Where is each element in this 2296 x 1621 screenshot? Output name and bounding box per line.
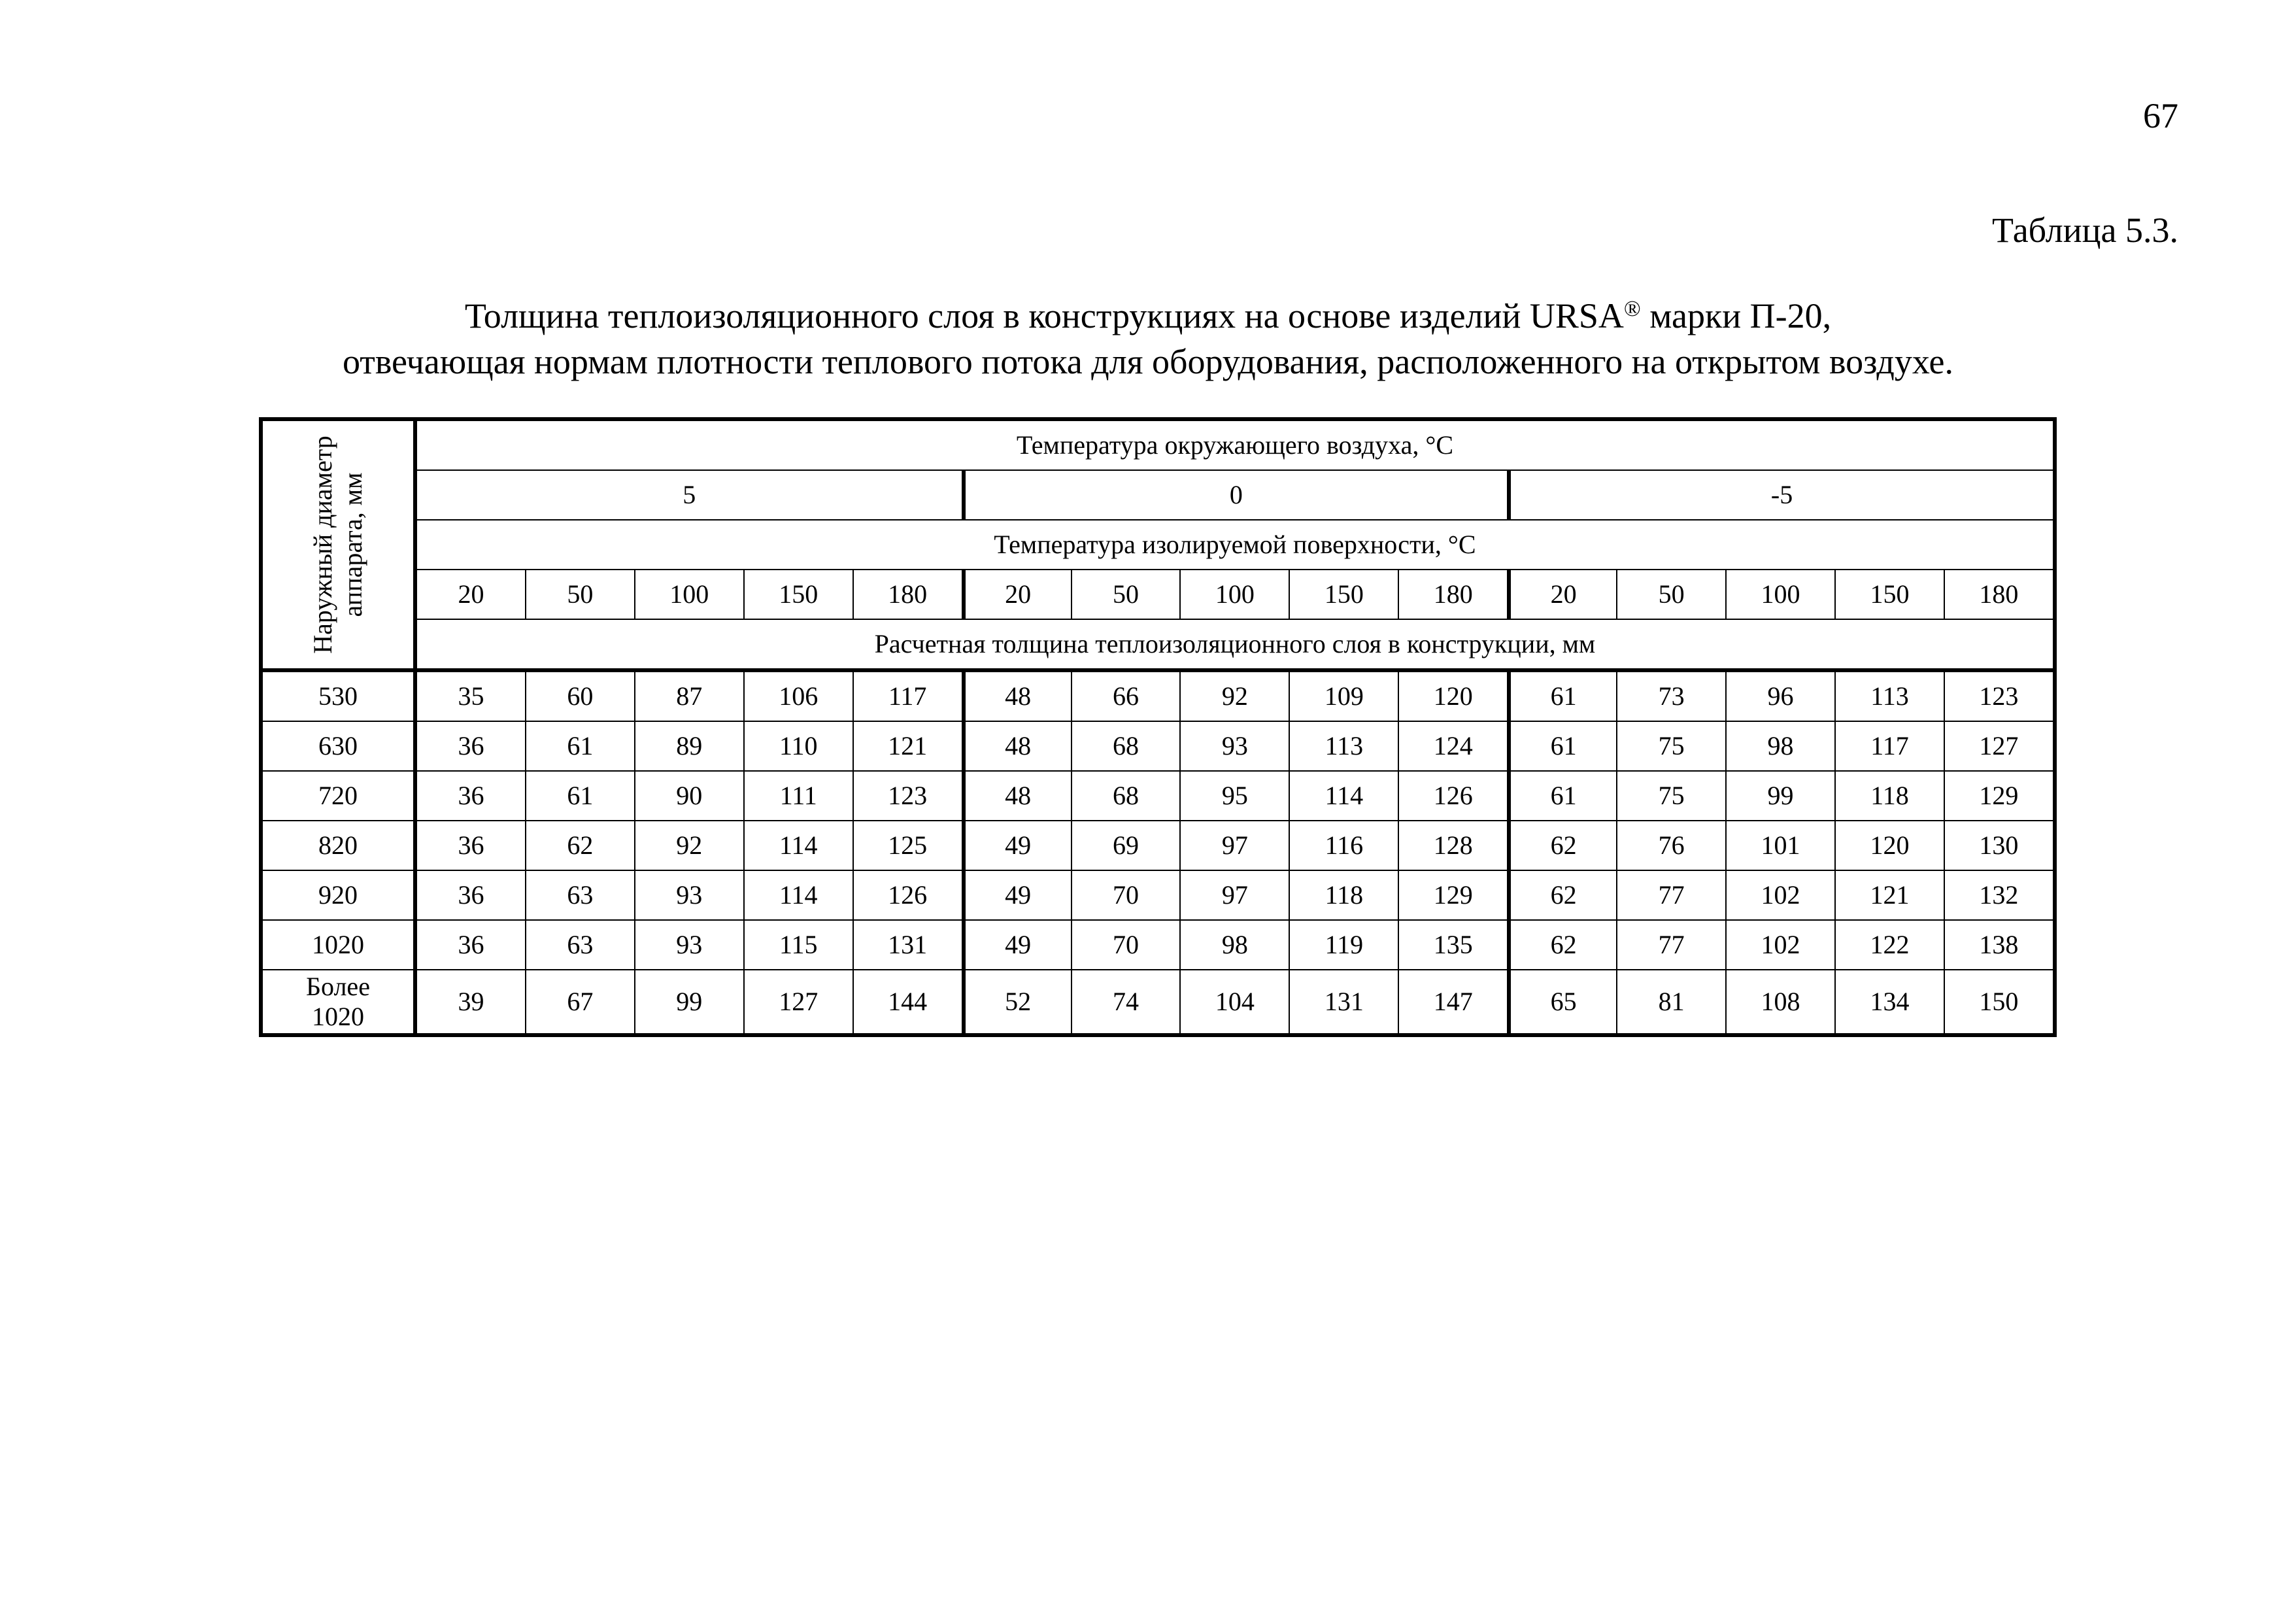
thickness-cell: 117 [853, 672, 962, 721]
thickness-cell: 120 [1398, 672, 1508, 721]
thickness-cell: 114 [744, 821, 853, 870]
thickness-cell: 60 [526, 672, 635, 721]
thickness-cell: 61 [526, 721, 635, 771]
thickness-cell: 120 [1835, 821, 1944, 870]
thickness-cell: 70 [1072, 920, 1181, 970]
thickness-cell: 62 [526, 821, 635, 870]
insulation-thickness-table [259, 417, 2057, 1037]
title-line-1-tail: марки П-20, [1640, 296, 1832, 335]
title-line-2: отвечающая нормам плотности теплового потока для оборудования, расположенного на открытом воздухе. [342, 342, 1954, 381]
diameter-cell-line-2: 1020 [312, 1002, 364, 1031]
thickness-cell: 97 [1180, 870, 1289, 920]
thickness-cell: 49 [962, 821, 1072, 870]
thickness-cell: 99 [635, 970, 744, 1034]
thickness-cell: 111 [744, 771, 853, 821]
thickness-cell: 48 [962, 721, 1072, 771]
thickness-cell: 75 [1617, 771, 1726, 821]
thickness-cell: 36 [416, 821, 526, 870]
ambient-value-5: 5 [416, 470, 962, 520]
table-row [262, 870, 2053, 920]
thickness-cell: 122 [1835, 920, 1944, 970]
thickness-cell: 127 [1944, 721, 2053, 771]
thickness-cell: 62 [1508, 870, 1617, 920]
thickness-cell: 68 [1072, 721, 1181, 771]
thickness-cell: 92 [1180, 672, 1289, 721]
thickness-cell: 118 [1289, 870, 1398, 920]
thickness-cell: 69 [1072, 821, 1181, 870]
surface-temperature-value: 150 [1289, 570, 1398, 619]
thickness-cell: 49 [962, 920, 1072, 970]
diameter-cell [262, 970, 416, 1034]
thickness-cell: 49 [962, 870, 1072, 920]
diameter-cell: 720 [262, 771, 416, 821]
thickness-cell: 108 [1726, 970, 1835, 1034]
thickness-cell: 93 [1180, 721, 1289, 771]
thickness-cell: 127 [744, 970, 853, 1034]
thickness-cell: 124 [1398, 721, 1508, 771]
thickness-cell: 77 [1617, 920, 1726, 970]
thickness-cell: 102 [1726, 870, 1835, 920]
diameter-cell: 530 [262, 672, 416, 721]
thickness-cell: 61 [1508, 721, 1617, 771]
thickness-cell: 116 [1289, 821, 1398, 870]
thickness-cell: 125 [853, 821, 962, 870]
result-header: Расчетная толщина теплоизоляционного слоя в конструкции, мм [416, 619, 2053, 672]
thickness-cell: 77 [1617, 870, 1726, 920]
thickness-cell: 98 [1726, 721, 1835, 771]
thickness-cell: 90 [635, 771, 744, 821]
title-line-1 [0, 293, 2296, 339]
surface-temperature-value: 150 [1835, 570, 1944, 619]
registered-mark: ® [1623, 297, 1641, 321]
diameter-cell-line-1: Более [306, 972, 370, 1001]
thickness-cell: 101 [1726, 821, 1835, 870]
thickness-cell: 130 [1944, 821, 2053, 870]
diameter-cell: 630 [262, 721, 416, 771]
thickness-cell: 132 [1944, 870, 2053, 920]
thickness-cell: 76 [1617, 821, 1726, 870]
surface-temperature-value: 150 [744, 570, 853, 619]
thickness-cell: 113 [1289, 721, 1398, 771]
thickness-cell: 36 [416, 771, 526, 821]
thickness-cell: 97 [1180, 821, 1289, 870]
thickness-cell: 106 [744, 672, 853, 721]
thickness-cell: 109 [1289, 672, 1398, 721]
diameter-header-line-2: аппарата, мм [338, 472, 367, 617]
thickness-cell: 63 [526, 870, 635, 920]
surface-temperature-value: 100 [1180, 570, 1289, 619]
thickness-cell: 61 [526, 771, 635, 821]
table-row [262, 920, 2053, 970]
thickness-cell: 61 [1508, 672, 1617, 721]
surface-temperature-value: 180 [1944, 570, 2053, 619]
document-title [0, 293, 2296, 384]
thickness-cell: 96 [1726, 672, 1835, 721]
ambient-value-0: 0 [962, 470, 1508, 520]
thickness-cell: 113 [1835, 672, 1944, 721]
thickness-cell: 74 [1072, 970, 1181, 1034]
thickness-cell: 70 [1072, 870, 1181, 920]
thickness-cell: 129 [1944, 771, 2053, 821]
thickness-cell: 110 [744, 721, 853, 771]
thickness-cell: 150 [1944, 970, 2053, 1034]
thickness-cell: 99 [1726, 771, 1835, 821]
thickness-cell: 129 [1398, 870, 1508, 920]
thickness-cell: 35 [416, 672, 526, 721]
surface-temperature-header: Температура изолируемой поверхности, °С [416, 520, 2053, 570]
thickness-cell: 114 [744, 870, 853, 920]
thickness-cell: 39 [416, 970, 526, 1034]
thickness-cell: 62 [1508, 920, 1617, 970]
thickness-cell: 62 [1508, 821, 1617, 870]
diameter-header-text [308, 435, 368, 653]
thickness-cell: 93 [635, 870, 744, 920]
thickness-cell: 119 [1289, 920, 1398, 970]
thickness-cell: 123 [1944, 672, 2053, 721]
thickness-cell: 36 [416, 721, 526, 771]
table-row [262, 721, 2053, 771]
surface-temperature-value: 50 [1617, 570, 1726, 619]
thickness-cell: 144 [853, 970, 962, 1034]
thickness-cell: 134 [1835, 970, 1944, 1034]
thickness-cell: 87 [635, 672, 744, 721]
thickness-cell: 95 [1180, 771, 1289, 821]
thickness-cell: 123 [853, 771, 962, 821]
thickness-cell: 81 [1617, 970, 1726, 1034]
thickness-cell: 92 [635, 821, 744, 870]
ambient-value-minus-5: -5 [1508, 470, 2053, 520]
title-line-1-text: Толщина теплоизоляционного слоя в конструкциях на основе изделий URSA [464, 296, 1624, 335]
thickness-cell: 131 [853, 920, 962, 970]
surface-temperature-value: 20 [1508, 570, 1617, 619]
thickness-cell: 93 [635, 920, 744, 970]
thickness-cell: 104 [1180, 970, 1289, 1034]
thickness-cell: 63 [526, 920, 635, 970]
surface-temperature-value: 20 [416, 570, 526, 619]
page-number: 67 [2143, 96, 2178, 135]
thickness-cell: 36 [416, 920, 526, 970]
thickness-cell: 48 [962, 672, 1072, 721]
table-label: Таблица 5.3. [1992, 211, 2178, 250]
thickness-cell: 118 [1835, 771, 1944, 821]
thickness-cell: 121 [853, 721, 962, 771]
thickness-cell: 68 [1072, 771, 1181, 821]
thickness-cell: 126 [1398, 771, 1508, 821]
thickness-cell: 98 [1180, 920, 1289, 970]
thickness-cell: 147 [1398, 970, 1508, 1034]
surface-temperature-value: 180 [1398, 570, 1508, 619]
thickness-cell: 117 [1835, 721, 1944, 771]
table-row [262, 672, 2053, 721]
thickness-cell: 36 [416, 870, 526, 920]
surface-temperature-value: 180 [853, 570, 962, 619]
table-body [262, 672, 2053, 1034]
diameter-cell: 1020 [262, 920, 416, 970]
surface-temperature-values-row [262, 570, 2053, 619]
table-row [262, 821, 2053, 870]
surface-temperature-value: 100 [1726, 570, 1835, 619]
ambient-temperature-header: Температура окружающего воздуха, °С [416, 420, 2053, 470]
thickness-cell: 67 [526, 970, 635, 1034]
surface-temperature-value: 50 [526, 570, 635, 619]
table-row [262, 970, 2053, 1034]
diameter-column-header [262, 420, 416, 672]
thickness-cell: 121 [1835, 870, 1944, 920]
thickness-cell: 131 [1289, 970, 1398, 1034]
thickness-cell: 66 [1072, 672, 1181, 721]
thickness-cell: 52 [962, 970, 1072, 1034]
diameter-cell: 820 [262, 821, 416, 870]
thickness-cell: 114 [1289, 771, 1398, 821]
thickness-cell: 126 [853, 870, 962, 920]
thickness-cell: 89 [635, 721, 744, 771]
insulation-thickness-table-wrapper [259, 417, 2050, 1037]
thickness-cell: 48 [962, 771, 1072, 821]
thickness-cell: 65 [1508, 970, 1617, 1034]
diameter-header-line-1: Наружный диаметр [308, 435, 337, 654]
surface-temperature-value: 50 [1072, 570, 1181, 619]
table-row [262, 771, 2053, 821]
thickness-cell: 138 [1944, 920, 2053, 970]
surface-temperature-value: 100 [635, 570, 744, 619]
thickness-cell: 73 [1617, 672, 1726, 721]
thickness-cell: 135 [1398, 920, 1508, 970]
thickness-cell: 75 [1617, 721, 1726, 771]
diameter-cell: 920 [262, 870, 416, 920]
thickness-cell: 102 [1726, 920, 1835, 970]
surface-temperature-value: 20 [962, 570, 1072, 619]
thickness-cell: 115 [744, 920, 853, 970]
thickness-cell: 61 [1508, 771, 1617, 821]
thickness-cell: 128 [1398, 821, 1508, 870]
